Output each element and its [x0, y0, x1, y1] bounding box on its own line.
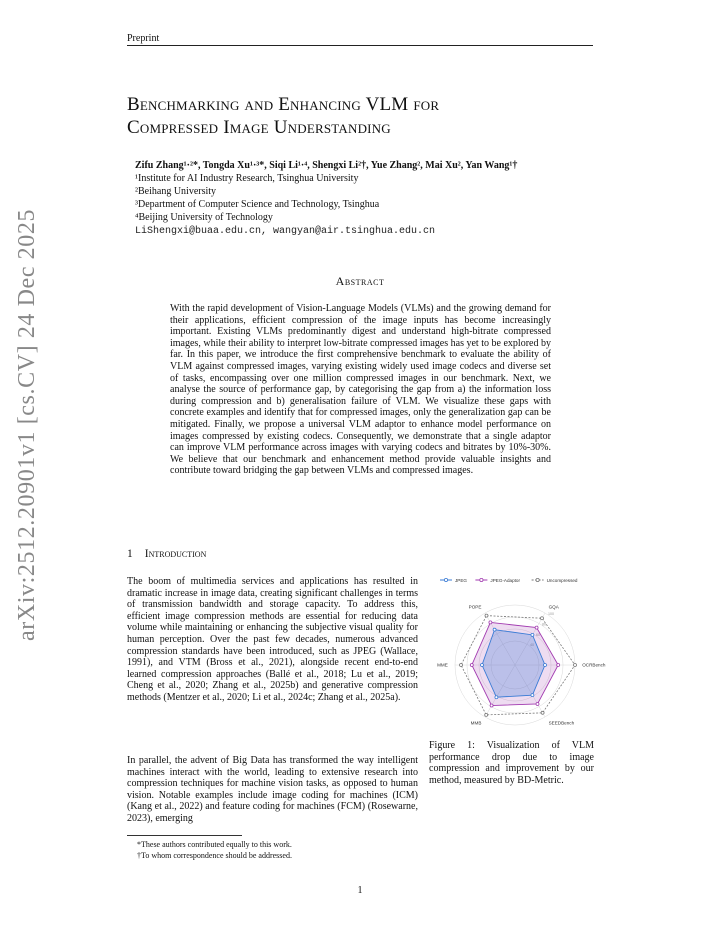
section-number: 1 [127, 548, 133, 560]
legend-marker [444, 578, 447, 581]
footnote-1: *These authors contributed equally to this work. [137, 840, 292, 849]
radial-tick-label: 60 [536, 632, 540, 637]
radial-tick-label: 40 [530, 643, 534, 648]
running-header: Preprint [127, 33, 160, 44]
radial-tick-label: 100 [548, 612, 554, 617]
data-point [493, 628, 496, 631]
data-point [557, 664, 560, 667]
abstract-heading: Abstract [335, 274, 385, 288]
intro-paragraph-1: The boom of multimedia services and applications has resulted in dramatic increase in image data, creating significant challenges in terms of transmission bandwidth and storage capacity. To address this, efficient image compression methods are essential for reducing data volume while maintaining or enhancing the subjective visual quality for human perception. Over the past few decades, numerous advanced compression standards have been introduced, such as JPEG (Wallace, 1991), and VTM (Bross et al., 2021), alongside recent end-to-end learned compression approaches (Ballé et al., 2018; Lu et al., 2019; Cheng et al., 2020; Zhang et al., 2025b) and generative compression methods (Mentzer et al., 2020; Li et al., 2024c; Zhang et al., 2025a). [127, 576, 418, 703]
data-point [485, 713, 488, 716]
data-point [495, 696, 498, 699]
legend-label: Uncompressed [546, 578, 578, 583]
data-point [481, 664, 484, 667]
page-number: 1 [357, 885, 363, 896]
axis-label-gqa: GQA [548, 604, 559, 610]
title-line-2: Compressed Image Understanding [127, 117, 391, 138]
data-point [541, 617, 544, 620]
axis-label-mmb: MMB [470, 720, 482, 726]
title-line-1: Benchmarking and Enhancing VLM for [127, 94, 440, 115]
radar-chart [432, 574, 606, 736]
data-point [460, 664, 463, 667]
data-point [490, 704, 493, 707]
data-point [574, 664, 577, 667]
data-point [470, 664, 473, 667]
legend-label: JPEG-Adaptor [490, 578, 521, 583]
data-point [531, 633, 534, 636]
section-heading [127, 548, 206, 560]
axis-label-mme: MME [437, 662, 448, 668]
affiliation-4: ⁴Beijing University of Technology [135, 212, 273, 223]
axis-label-seedbench: SEEDBench [548, 720, 575, 726]
arxiv-stamp: arXiv:2512.20901v1 [cs.CV] 24 Dec 2025 [14, 208, 40, 641]
data-point [489, 621, 492, 624]
axis-label-ocrbench: OCRBench [582, 662, 606, 668]
author-list: Zifu Zhang¹·²*, Tongda Xu¹·³*, Siqi Li¹·⁴, Shengxi Li²†, Yue Zhang², Mai Xu², Yan Wang¹† [135, 160, 518, 171]
data-point [485, 614, 488, 617]
data-point [544, 664, 547, 667]
header-rule [127, 45, 593, 46]
footnote-2: †To whom correspondence should be addressed. [137, 851, 292, 860]
section-title: Introduction [144, 548, 207, 560]
figure-caption: Figure 1: Visualization of VLM performance drop due to image compression and improvement by our method, measured by BD-Metric. [429, 740, 594, 786]
legend-label: JPEG [455, 578, 467, 583]
legend-marker [536, 578, 539, 581]
axis-label-pope: POPE [468, 604, 482, 610]
radial-tick-label: 80 [542, 622, 546, 627]
affiliation-1: ¹Institute for AI Industry Research, Tsinghua University [135, 173, 359, 184]
intro-paragraph-2: In parallel, the advent of Big Data has transformed the way intelligent machines interact with the world, leading to extensive research into compression techniques for machine vision tasks, as opposed to human vision. Notable examples include image coding for machines (ICM) (Kang et al., 2022) and feature coding for machines (FCM) (Rosewarne, 2023), emerging [127, 755, 418, 824]
affiliation-3: ³Department of Computer Science and Technology, Tsinghua [135, 199, 380, 210]
data-point [536, 702, 539, 705]
paper-title [127, 93, 597, 139]
footnote-rule [127, 835, 242, 836]
figure-1 [432, 574, 606, 736]
abstract-text: With the rapid development of Vision-Language Models (VLMs) and the growing demand for their applications, efficient compression of the image inputs has become increasingly important. Existing VLMs predominantly digest and understand high-bitrate compressed images, while their ability to interpret low-bitrate compressed images has yet to be explored by far. In this paper, we introduce the first comprehensive benchmark to evaluate the ability of VLM against compressed images, varying existing widely used image codecs and diverse set of tasks, encompassing over one million compressed images in our benchmark. Next, we analyse the source of performance gap, by categorising the gap from a) the information loss during compression and b) generalisation failure of VLM. We visualize these gaps with concrete examples and identify that for compressed images, only the generalization gap can be mitigated. Finally, we propose a universal VLM adaptor to enhance model performance on images compressed by existing codecs. Consequently, we demonstrate that a single adaptor can improve VLM performance across images with varying codecs and bitrates by 10%-30%. We believe that our benchmark and enhancement method provide valuable insights and contribute toward bridging the gap between VLMs and compressed images. [170, 303, 551, 477]
data-point [535, 626, 538, 629]
legend-marker [480, 578, 483, 581]
affiliation-2: ²Beihang University [135, 186, 217, 197]
data-point [541, 711, 544, 714]
data-point [531, 694, 534, 697]
contact-emails: LiShengxi@buaa.edu.cn, wangyan@air.tsinghua.edu.cn [135, 226, 436, 237]
